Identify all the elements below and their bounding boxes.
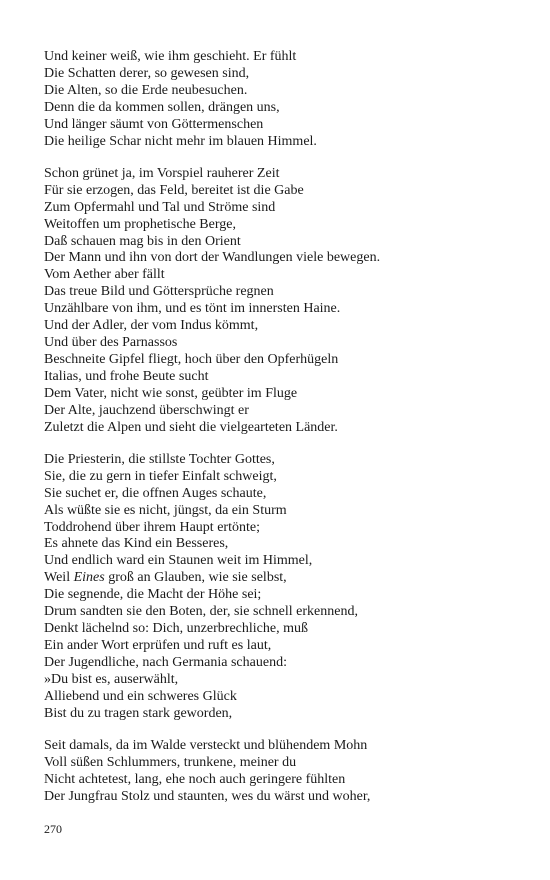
verse-line: Nicht achtetest, lang, ehe noch auch geringere fühlten — [44, 771, 346, 787]
verse-line: Toddrohend über ihrem Haupt ertönte; — [44, 519, 260, 535]
verse-line: Dem Vater, nicht wie sonst, geübter im Fluge — [44, 385, 298, 401]
verse-line: Und über des Parnassos — [44, 335, 178, 350]
stanza — [44, 166, 524, 437]
verse-line: Alliebend und ein schweres Glück — [44, 688, 237, 704]
verse-line: Es ahnete das Kind ein Besseres, — [44, 536, 229, 552]
verse-line: Der Mann und ihn von dort der Wandlungen viele bewegen. — [44, 250, 381, 266]
verse-line: Vom Aether aber fällt — [44, 267, 165, 283]
verse-line: Der Alte, jauchzend überschwingt er — [44, 402, 249, 418]
verse-line: »Du bist es, auserwählt, — [44, 671, 179, 687]
verse-line: Bist du zu tragen stark geworden, — [44, 705, 233, 721]
verse-line: Denkt lächelnd so: Dich, unzerbrechliche, muß — [44, 621, 308, 636]
verse-line: Denn die da kommen sollen, drängen uns, — [44, 99, 280, 115]
stanza — [44, 738, 524, 806]
verse-line: Und endlich ward ein Staunen weit im Himmel, — [44, 553, 313, 569]
verse-line: Und der Adler, der vom Indus kömmt, — [44, 318, 259, 334]
verse-line: Die segnende, die Macht der Höhe sei; — [44, 587, 262, 603]
verse-line: Sie, die zu gern in tiefer Einfalt schweigt, — [44, 468, 277, 484]
verse-line: Die Schatten derer, so gewesen sind, — [44, 65, 250, 81]
verse-line: Sie suchet er, die offnen Auges schaute, — [44, 485, 267, 501]
verse-line — [44, 570, 524, 587]
stanza — [44, 452, 524, 723]
verse-line: Und länger säumt von Göttermenschen — [44, 116, 264, 132]
verse-line: Die Alten, so die Erde neubesuchen. — [44, 82, 248, 98]
verse-line: Italias, und frohe Beute sucht — [44, 368, 209, 384]
verse-line: Beschneite Gipfel fliegt, hoch über den Opferhügeln — [44, 351, 339, 367]
verse-line: Zuletzt die Alpen und sieht die vielgearteten Länder. — [44, 419, 338, 435]
emphasized-word: Eines — [73, 570, 105, 586]
verse-line: Seit damals, da im Walde versteckt und blühendem Mohn — [44, 737, 368, 753]
verse-line: Weitoffen um prophetische Berge, — [44, 216, 236, 232]
page-number: 270 — [44, 822, 62, 836]
verse-line: Unzählbare von ihm, und es tönt im innersten Haine. — [44, 301, 341, 317]
stanza — [44, 49, 524, 150]
poem-text — [44, 49, 524, 821]
verse-line: Voll süßen Schlummers, trunkene, meiner du — [44, 754, 297, 770]
verse-line: Die heilige Schar nicht mehr im blauen Himmel. — [44, 133, 317, 149]
verse-line: Schon grünet ja, im Vorspiel rauherer Zeit — [44, 165, 280, 181]
verse-line: Drum sandten sie den Boten, der, sie schnell erkennend, — [44, 604, 358, 620]
verse-line: Der Jugendliche, nach Germania schauend: — [44, 654, 287, 670]
verse-line: Das treue Bild und Göttersprüche regnen — [44, 284, 274, 300]
verse-line: Der Jungfrau Stolz und staunten, wes du wärst und woher, — [44, 788, 371, 804]
verse-line: Daß schauen mag bis in den Orient — [44, 233, 241, 249]
verse-line: Und keiner weiß, wie ihm geschieht. Er fühlt — [44, 49, 297, 64]
verse-text: Weil — [44, 570, 74, 586]
verse-line: Für sie erzogen, das Feld, bereitet ist die Gabe — [44, 182, 304, 198]
verse-text: groß an Glauben, wie sie selbst, — [104, 570, 287, 586]
verse-line: Ein ander Wort erprüfen und ruft es laut, — [44, 637, 272, 653]
verse-line: Zum Opfermahl und Tal und Ströme sind — [44, 199, 276, 215]
verse-line: Die Priesterin, die stillste Tochter Gottes, — [44, 451, 275, 467]
verse-line: Als wüßte sie es nicht, jüngst, da ein Sturm — [44, 502, 287, 518]
